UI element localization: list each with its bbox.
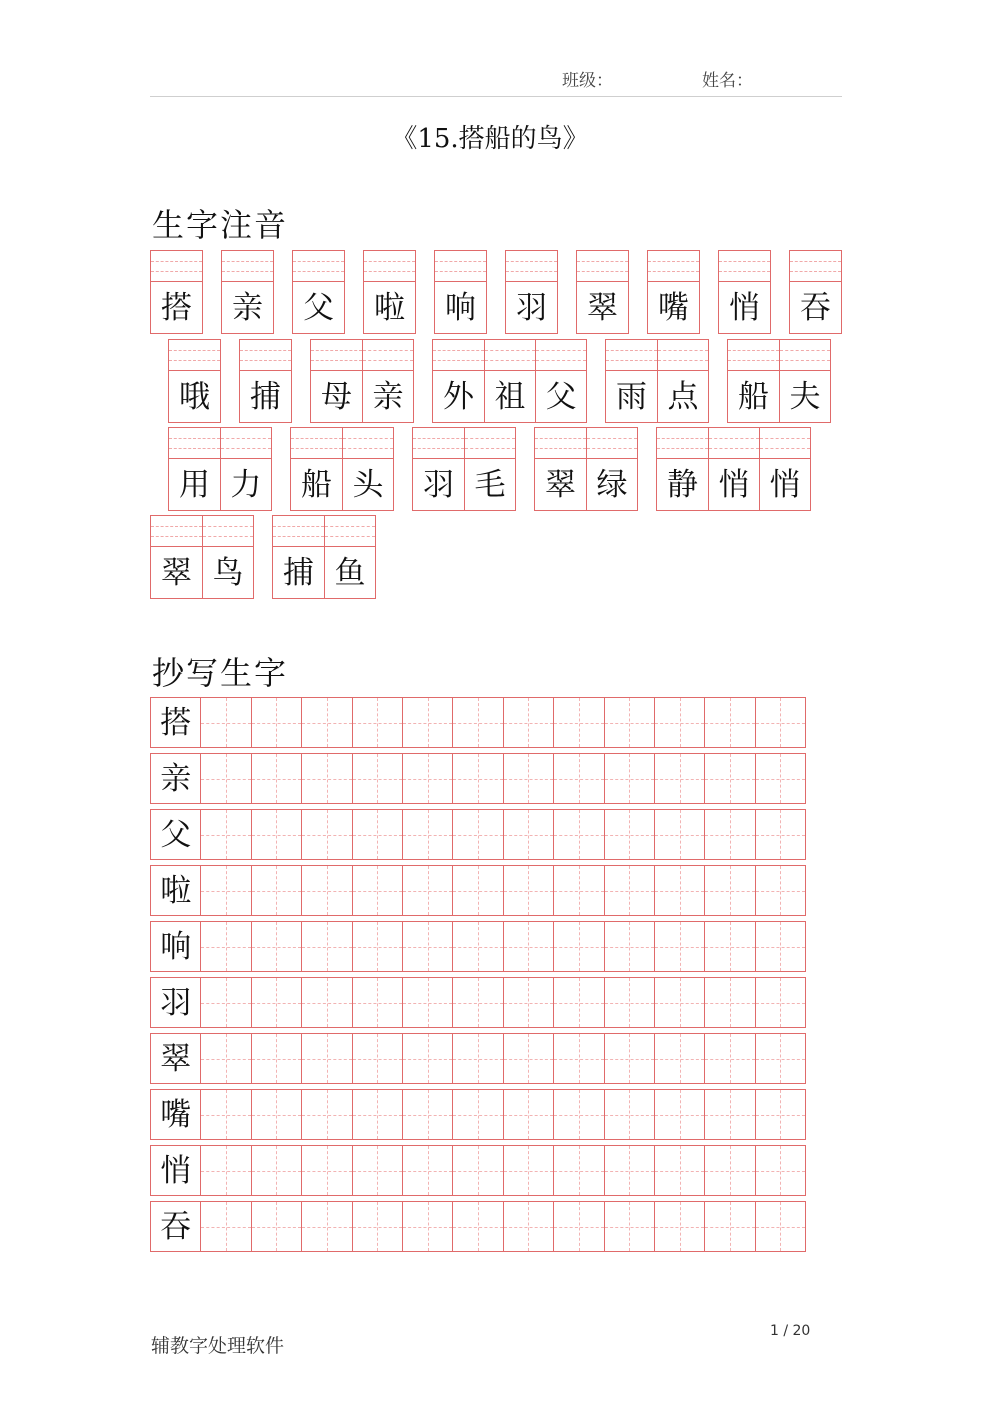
copy-row — [150, 753, 806, 804]
section-title-pinyin: 生字注音 — [152, 206, 289, 244]
char-cell — [222, 251, 273, 333]
hanzi-char: 绿 — [596, 467, 628, 503]
word-card — [656, 427, 811, 511]
char-cell — [606, 340, 657, 422]
writing-cell[interactable] — [503, 1033, 554, 1084]
writing-cell[interactable] — [704, 1145, 755, 1196]
writing-cell[interactable] — [503, 977, 554, 1028]
writing-cell[interactable] — [402, 1145, 453, 1196]
hanzi-char: 祖 — [494, 379, 526, 415]
char-cell — [273, 516, 324, 598]
writing-cell[interactable] — [251, 809, 302, 860]
writing-cell[interactable] — [452, 809, 503, 860]
char-cell — [648, 251, 699, 333]
writing-cell[interactable] — [251, 1033, 302, 1084]
writing-cell[interactable] — [200, 1201, 251, 1252]
writing-cell[interactable] — [301, 921, 352, 972]
writing-cell[interactable] — [402, 1089, 453, 1140]
char-cell — [435, 251, 486, 333]
writing-cell[interactable] — [553, 1201, 604, 1252]
writing-cell[interactable] — [654, 865, 705, 916]
writing-cell[interactable] — [251, 1145, 302, 1196]
copy-practice-grid — [150, 697, 806, 1257]
writing-cell[interactable] — [553, 865, 604, 916]
pinyin-blank[interactable] — [760, 428, 810, 459]
writing-cell[interactable] — [604, 753, 655, 804]
writing-cell[interactable] — [452, 1145, 503, 1196]
writing-cell[interactable] — [352, 697, 403, 748]
writing-cell[interactable] — [654, 1201, 705, 1252]
pinyin-blank[interactable] — [325, 516, 375, 547]
char-cell — [324, 516, 375, 598]
writing-cell[interactable] — [503, 697, 554, 748]
pinyin-blank[interactable] — [433, 340, 484, 371]
char-cell — [293, 251, 344, 333]
hanzi-char: 外 — [443, 379, 474, 415]
word-card — [239, 339, 292, 423]
pinyin-blank[interactable] — [311, 340, 362, 371]
writing-cell[interactable] — [654, 1089, 705, 1140]
copy-row — [150, 809, 806, 860]
hanzi-char: 悄 — [718, 467, 750, 503]
hanzi-char: 搭 — [161, 290, 192, 326]
writing-cell[interactable] — [604, 809, 655, 860]
word-card — [534, 427, 638, 511]
pinyin-blank[interactable] — [606, 340, 657, 371]
writing-cell[interactable] — [704, 753, 755, 804]
writing-cell[interactable] — [352, 753, 403, 804]
writing-cell[interactable] — [604, 1145, 655, 1196]
model-char: 吞 — [160, 1209, 192, 1245]
writing-cell[interactable] — [553, 1145, 604, 1196]
writing-cell[interactable] — [352, 1033, 403, 1084]
word-card — [576, 250, 629, 334]
writing-cell[interactable] — [200, 921, 251, 972]
char-cell — [291, 428, 342, 510]
writing-cell[interactable] — [604, 697, 655, 748]
writing-cell[interactable] — [352, 1089, 403, 1140]
word-card — [432, 339, 587, 423]
char-cell — [790, 251, 841, 333]
pinyin-blank[interactable] — [169, 428, 220, 459]
writing-cell[interactable] — [301, 697, 352, 748]
model-char-cell — [150, 753, 201, 804]
writing-cell[interactable] — [755, 865, 806, 916]
char-cell — [169, 340, 220, 422]
char-cell — [759, 428, 810, 510]
pinyin-blank[interactable] — [506, 251, 557, 282]
model-char: 响 — [160, 929, 192, 965]
model-char: 啦 — [160, 873, 192, 909]
writing-cell[interactable] — [654, 753, 705, 804]
hanzi-char: 力 — [230, 467, 262, 503]
writing-cell[interactable] — [251, 865, 302, 916]
pinyin-blank[interactable] — [780, 340, 830, 371]
writing-cell[interactable] — [452, 921, 503, 972]
writing-cell[interactable] — [654, 1033, 705, 1084]
writing-cell[interactable] — [755, 809, 806, 860]
writing-cell[interactable] — [553, 977, 604, 1028]
writing-cell[interactable] — [553, 1033, 604, 1084]
writing-cell[interactable] — [503, 921, 554, 972]
pinyin-blank[interactable] — [709, 428, 759, 459]
writing-cell[interactable] — [704, 1033, 755, 1084]
hanzi-char: 夫 — [789, 379, 821, 415]
writing-cell[interactable] — [654, 1145, 705, 1196]
pinyin-blank[interactable] — [719, 251, 770, 282]
hanzi-char: 羽 — [423, 467, 454, 503]
copy-row — [150, 1089, 806, 1140]
hanzi-char: 响 — [445, 290, 476, 326]
writing-cell[interactable] — [452, 1033, 503, 1084]
writing-cell[interactable] — [402, 1033, 453, 1084]
char-cell — [151, 516, 202, 598]
model-char: 悄 — [160, 1153, 192, 1189]
writing-cell[interactable] — [553, 753, 604, 804]
char-cell — [535, 340, 586, 422]
word-card — [168, 427, 272, 511]
hanzi-char: 啦 — [374, 290, 405, 326]
pinyin-blank[interactable] — [363, 340, 413, 371]
writing-cell[interactable] — [200, 1145, 251, 1196]
writing-cell[interactable] — [352, 977, 403, 1028]
hanzi-char: 捕 — [250, 379, 281, 415]
pinyin-blank[interactable] — [240, 340, 291, 371]
hanzi-char: 船 — [301, 467, 332, 503]
word-card — [718, 250, 771, 334]
pinyin-blank[interactable] — [657, 428, 708, 459]
writing-cell[interactable] — [604, 865, 655, 916]
char-cell — [779, 340, 830, 422]
char-cell — [506, 251, 557, 333]
word-card — [605, 339, 709, 423]
word-card — [310, 339, 414, 423]
word-card — [168, 339, 221, 423]
hanzi-char: 雨 — [616, 379, 647, 415]
char-cell — [708, 428, 759, 510]
page-number: 1 / 20 — [770, 1323, 811, 1339]
writing-cell[interactable] — [301, 1201, 352, 1252]
writing-cell[interactable] — [402, 977, 453, 1028]
hanzi-char: 翠 — [545, 467, 576, 503]
word-card — [292, 250, 345, 334]
hanzi-char: 嘴 — [658, 290, 689, 326]
hanzi-char: 头 — [352, 467, 384, 503]
writing-cell[interactable] — [553, 697, 604, 748]
model-char-cell — [150, 977, 201, 1028]
writing-cell[interactable] — [755, 921, 806, 972]
writing-cell[interactable] — [200, 1033, 251, 1084]
hanzi-char: 翠 — [161, 555, 192, 591]
pinyin-blank[interactable] — [293, 251, 344, 282]
word-card — [272, 515, 376, 599]
char-cell — [202, 516, 253, 598]
writing-cell[interactable] — [604, 1033, 655, 1084]
writing-cell[interactable] — [704, 921, 755, 972]
char-cell — [240, 340, 291, 422]
pinyin-blank[interactable] — [203, 516, 253, 547]
writing-cell[interactable] — [251, 1201, 302, 1252]
writing-cell[interactable] — [755, 1089, 806, 1140]
word-card — [363, 250, 416, 334]
writing-cell[interactable] — [301, 977, 352, 1028]
header-divider — [150, 96, 842, 97]
copy-row — [150, 865, 806, 916]
pinyin-blank[interactable] — [577, 251, 628, 282]
writing-cell[interactable] — [200, 809, 251, 860]
hanzi-char: 翠 — [587, 290, 618, 326]
char-cell — [719, 251, 770, 333]
copy-row — [150, 921, 806, 972]
model-char: 亲 — [160, 761, 192, 797]
writing-cell[interactable] — [402, 921, 453, 972]
writing-cell[interactable] — [755, 1145, 806, 1196]
hanzi-char: 鱼 — [334, 555, 366, 591]
char-cell — [311, 340, 362, 422]
writing-cell[interactable] — [301, 809, 352, 860]
pinyin-blank[interactable] — [291, 428, 342, 459]
writing-cell[interactable] — [251, 921, 302, 972]
writing-cell[interactable] — [503, 1089, 554, 1140]
pinyin-row — [150, 250, 860, 334]
char-cell — [657, 428, 708, 510]
hanzi-char: 亲 — [372, 379, 404, 415]
char-cell — [657, 340, 708, 422]
writing-cell[interactable] — [553, 921, 604, 972]
pinyin-blank[interactable] — [728, 340, 779, 371]
writing-cell[interactable] — [704, 809, 755, 860]
pinyin-blank[interactable] — [151, 251, 202, 282]
writing-cell[interactable] — [755, 977, 806, 1028]
writing-cell[interactable] — [200, 1089, 251, 1140]
hanzi-char: 母 — [321, 379, 352, 415]
pinyin-blank[interactable] — [648, 251, 699, 282]
char-cell — [586, 428, 637, 510]
writing-cell[interactable] — [301, 1089, 352, 1140]
hanzi-char: 亲 — [232, 290, 263, 326]
writing-cell[interactable] — [654, 697, 705, 748]
pinyin-blank[interactable] — [658, 340, 708, 371]
word-card — [412, 427, 516, 511]
copy-row — [150, 697, 806, 748]
writing-cell[interactable] — [402, 809, 453, 860]
hanzi-char: 悄 — [769, 467, 801, 503]
model-char-cell — [150, 1033, 201, 1084]
writing-cell[interactable] — [301, 753, 352, 804]
writing-cell[interactable] — [301, 865, 352, 916]
writing-cell[interactable] — [402, 865, 453, 916]
pinyin-blank[interactable] — [413, 428, 464, 459]
writing-cell[interactable] — [755, 697, 806, 748]
writing-cell[interactable] — [402, 1201, 453, 1252]
pinyin-blank[interactable] — [485, 340, 535, 371]
writing-cell[interactable] — [452, 1089, 503, 1140]
char-cell — [169, 428, 220, 510]
copy-row — [150, 977, 806, 1028]
writing-cell[interactable] — [503, 1145, 554, 1196]
hanzi-char: 鸟 — [212, 555, 244, 591]
writing-cell[interactable] — [704, 977, 755, 1028]
pinyin-blank[interactable] — [273, 516, 324, 547]
writing-cell[interactable] — [352, 1201, 403, 1252]
word-card — [434, 250, 487, 334]
hanzi-char: 捕 — [283, 555, 314, 591]
writing-cell[interactable] — [755, 753, 806, 804]
writing-cell[interactable] — [251, 1089, 302, 1140]
writing-cell[interactable] — [452, 977, 503, 1028]
writing-cell[interactable] — [503, 809, 554, 860]
model-char: 搭 — [160, 705, 192, 741]
writing-cell[interactable] — [604, 921, 655, 972]
model-char: 翠 — [160, 1041, 192, 1077]
software-name: 辅教字处理软件 — [151, 1335, 285, 1357]
char-cell — [484, 340, 535, 422]
pinyin-blank[interactable] — [169, 340, 220, 371]
page-title: 《15.搭船的鸟》 — [391, 124, 589, 154]
hanzi-char: 悄 — [729, 290, 760, 326]
writing-cell[interactable] — [452, 865, 503, 916]
writing-cell[interactable] — [503, 1201, 554, 1252]
writing-cell[interactable] — [755, 1201, 806, 1252]
word-card — [290, 427, 394, 511]
class-label: 班级： — [562, 71, 613, 91]
writing-cell[interactable] — [200, 697, 251, 748]
writing-cell[interactable] — [200, 753, 251, 804]
char-cell — [220, 428, 271, 510]
char-cell — [364, 251, 415, 333]
char-cell — [342, 428, 393, 510]
writing-cell[interactable] — [452, 697, 503, 748]
writing-cell[interactable] — [352, 865, 403, 916]
writing-cell[interactable] — [704, 865, 755, 916]
writing-cell[interactable] — [553, 1089, 604, 1140]
pinyin-row — [168, 339, 849, 423]
writing-cell[interactable] — [654, 921, 705, 972]
char-cell — [577, 251, 628, 333]
model-char-cell — [150, 809, 201, 860]
word-card — [647, 250, 700, 334]
writing-cell[interactable] — [200, 865, 251, 916]
hanzi-char: 父 — [303, 290, 334, 326]
writing-cell[interactable] — [755, 1033, 806, 1084]
model-char-cell — [150, 697, 201, 748]
pinyin-blank[interactable] — [535, 428, 586, 459]
word-card — [789, 250, 842, 334]
name-label: 姓名： — [702, 71, 753, 91]
char-cell — [362, 340, 413, 422]
writing-cell[interactable] — [704, 1089, 755, 1140]
pinyin-blank[interactable] — [343, 428, 393, 459]
model-char-cell — [150, 1201, 201, 1252]
model-char-cell — [150, 865, 201, 916]
copy-row — [150, 1033, 806, 1084]
char-cell — [535, 428, 586, 510]
char-cell — [151, 251, 202, 333]
writing-cell[interactable] — [604, 977, 655, 1028]
word-card — [221, 250, 274, 334]
hanzi-char: 静 — [667, 467, 698, 503]
hanzi-char: 点 — [667, 379, 699, 415]
writing-cell[interactable] — [301, 1145, 352, 1196]
pinyin-blank[interactable] — [151, 516, 202, 547]
char-cell — [413, 428, 464, 510]
pinyin-blank[interactable] — [536, 340, 586, 371]
model-char-cell — [150, 921, 201, 972]
writing-cell[interactable] — [654, 977, 705, 1028]
hanzi-char: 父 — [545, 379, 577, 415]
word-card — [727, 339, 831, 423]
writing-cell[interactable] — [352, 1145, 403, 1196]
model-char-cell — [150, 1089, 201, 1140]
pinyin-blank[interactable] — [222, 251, 273, 282]
writing-cell[interactable] — [452, 753, 503, 804]
writing-cell[interactable] — [402, 697, 453, 748]
writing-cell[interactable] — [452, 1201, 503, 1252]
writing-cell[interactable] — [503, 753, 554, 804]
char-cell — [433, 340, 484, 422]
writing-cell[interactable] — [553, 809, 604, 860]
model-char-cell — [150, 1145, 201, 1196]
writing-cell[interactable] — [704, 1201, 755, 1252]
pinyin-row — [150, 515, 394, 599]
writing-cell[interactable] — [402, 753, 453, 804]
hanzi-char: 毛 — [474, 467, 506, 503]
section-title-copy: 抄写生字 — [152, 654, 289, 692]
hanzi-char: 船 — [738, 379, 769, 415]
writing-cell[interactable] — [352, 809, 403, 860]
pinyin-blank[interactable] — [790, 251, 841, 282]
hanzi-char: 哦 — [179, 379, 210, 415]
writing-cell[interactable] — [200, 977, 251, 1028]
writing-cell[interactable] — [352, 921, 403, 972]
model-char: 羽 — [160, 985, 192, 1021]
writing-cell[interactable] — [654, 809, 705, 860]
pinyin-blank[interactable] — [465, 428, 515, 459]
hanzi-char: 用 — [179, 467, 210, 503]
copy-row — [150, 1201, 806, 1252]
char-cell — [728, 340, 779, 422]
word-card — [505, 250, 558, 334]
writing-cell[interactable] — [251, 977, 302, 1028]
word-card — [150, 515, 254, 599]
writing-cell[interactable] — [251, 753, 302, 804]
writing-cell[interactable] — [604, 1089, 655, 1140]
writing-cell[interactable] — [301, 1033, 352, 1084]
model-char: 父 — [160, 817, 192, 853]
writing-cell[interactable] — [503, 865, 554, 916]
pinyin-blank[interactable] — [587, 428, 637, 459]
hanzi-char: 吞 — [800, 290, 831, 326]
pinyin-row — [168, 427, 829, 511]
model-char: 嘴 — [160, 1097, 192, 1133]
char-cell — [464, 428, 515, 510]
pinyin-blank[interactable] — [221, 428, 271, 459]
hanzi-char: 羽 — [516, 290, 547, 326]
word-card — [150, 250, 203, 334]
writing-cell[interactable] — [604, 1201, 655, 1252]
pinyin-blank[interactable] — [435, 251, 486, 282]
writing-cell[interactable] — [251, 697, 302, 748]
writing-cell[interactable] — [704, 697, 755, 748]
copy-row — [150, 1145, 806, 1196]
pinyin-blank[interactable] — [364, 251, 415, 282]
